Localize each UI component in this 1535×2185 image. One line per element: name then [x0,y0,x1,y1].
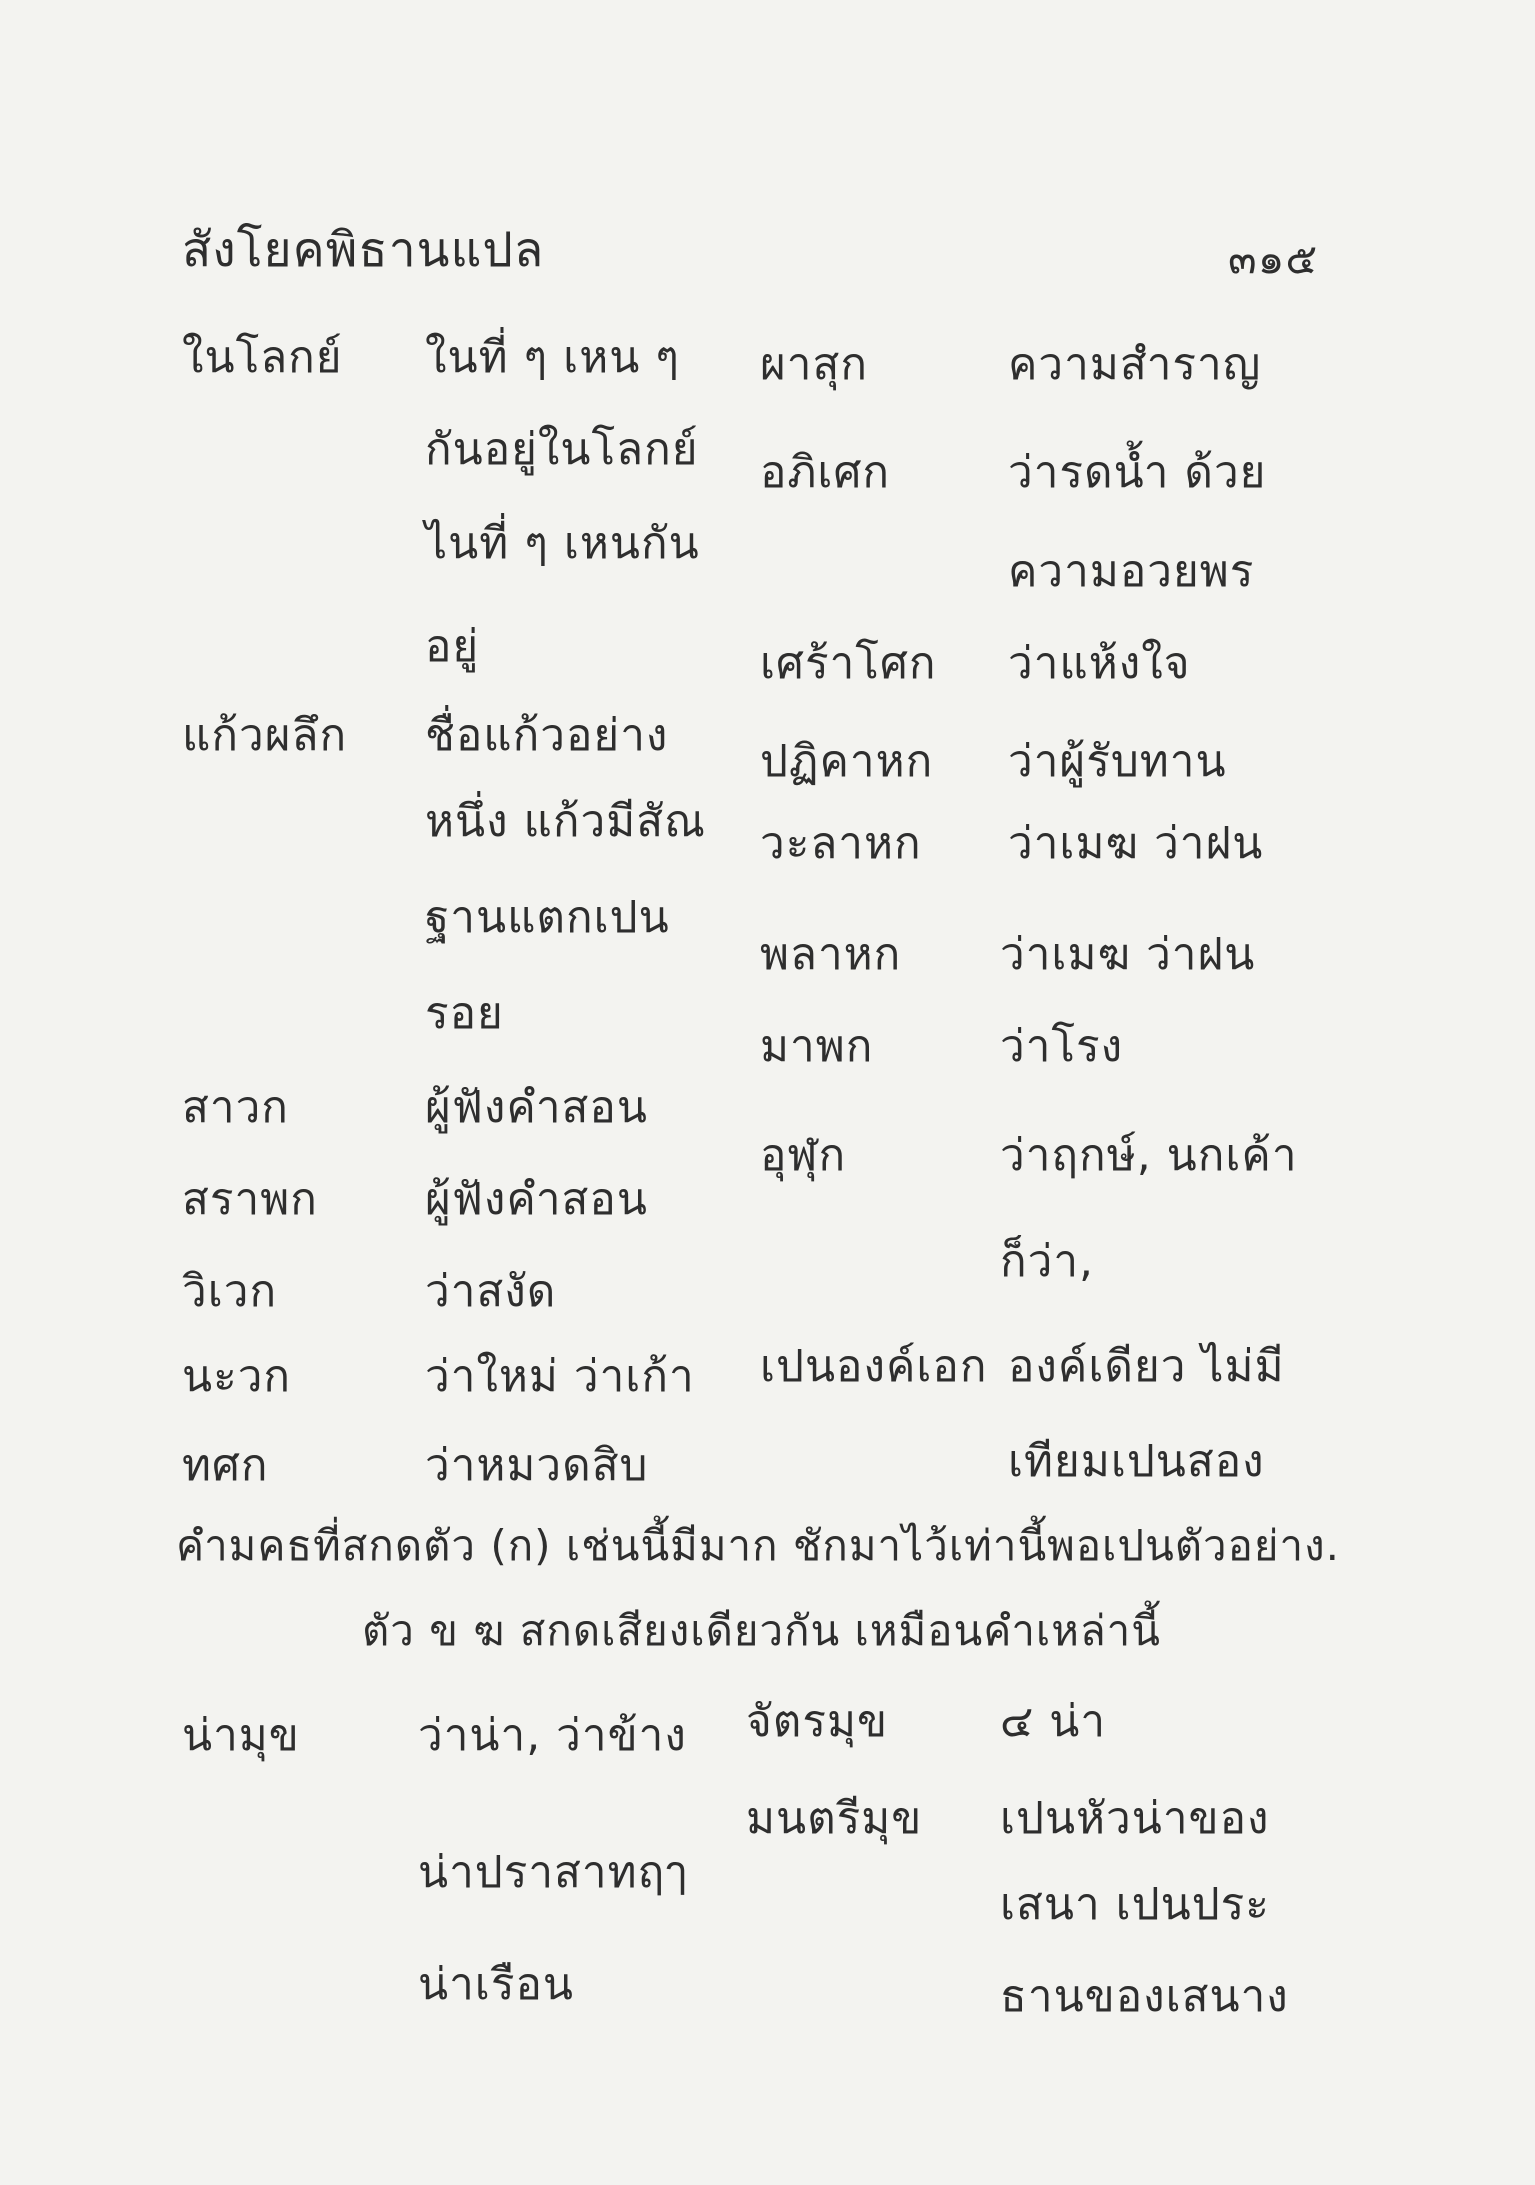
definition-line: เปนหัวน่าของ [1000,1793,1270,1844]
k-final-note: คำมคธที่สกดตัว (ก) เช่นนี้มีมาก ชักมาไว้เท่านี้พอเปนตัวอย่าง. [176,1521,1340,1570]
definition-line: ผู้ฟังคำสอน [425,1174,648,1225]
definition-line: ว่าหมวดสิบ [425,1440,649,1491]
term-wiwek: วิเวก [182,1266,278,1317]
definition-line: ว่าผู้รับทาน [1008,736,1227,787]
definition-line: ว่าโรง [1000,1021,1124,1072]
term-namuk: น่ามุข [182,1710,300,1761]
kh-final-heading: ตัว ข ฆ สกดเสียงเดียวกัน เหมือนคำเหล่านี้ [362,1606,1161,1655]
definition-line: อยู่ [425,621,480,672]
page-number: ๓๑๕ [1228,234,1319,283]
definition-line: ว่ารดน้ำ ด้วย [1008,447,1267,498]
definition-line: ว่าใหม่ ว่าเก้า [425,1351,695,1402]
definition-line: องค์เดียว ไม่มี [1008,1341,1285,1392]
definition-line: ผู้ฟังคำสอน [425,1082,648,1133]
term-nailok: ในโลกย์ [182,332,343,383]
definition-line: ว่าสงัด [425,1266,557,1317]
definition-line: ชื่อแก้วอย่าง [425,710,669,761]
definition-line: ๔ น่า [1000,1696,1107,1747]
term-uluk: อุฬุก [760,1130,847,1181]
definition-line: ฐานแตกเปน [425,892,670,943]
definition-line: ว่าฤกษ์, นกเค้า [1000,1130,1298,1181]
definition-line: ว่าเมฆ ว่าฝน [1008,818,1264,869]
definition-line: เสนา เปนประ [1000,1879,1270,1930]
definition-line: ความสำราญ [1008,339,1262,390]
definition-line: ว่าแห้งใจ [1008,638,1191,689]
term-chatramuk: จัตรมุข [746,1696,889,1747]
term-montrimuk: มนตรีมุข [746,1793,923,1844]
term-aphisek: อภิเศก [760,447,891,498]
term-phalahok: พลาหก [760,929,902,980]
definition-line: ความอวยพร [1008,546,1255,597]
definition-line: ในที่ ๆ เหน ๆ [425,332,680,383]
term-nawok: นะวก [182,1351,292,1402]
definition-line: กันอยู่ในโลกย์ [425,424,699,475]
term-pen-ongek: เปนองค์เอก [760,1341,988,1392]
term-saosok: เศร้าโศก [760,638,937,689]
definition-line: เทียมเปนสอง [1008,1436,1265,1487]
term-kaeophaluek: แก้วผลึก [182,710,348,761]
definition-line: น่าปราสาทฤๅ [418,1847,688,1898]
term-phasuk: ผาสุก [760,339,868,390]
term-sawok: สาวก [182,1082,289,1133]
term-maphok: มาพก [760,1021,874,1072]
definition-line: ไนที่ ๆ เหนกัน [425,518,700,569]
term-sarapok: สราพก [182,1174,318,1225]
definition-line: ก็ว่า, [1000,1236,1095,1287]
definition-line: ธานของเสนาง [1000,1971,1289,2022]
definition-line: หนึ่ง แก้วมีสัณ [425,796,706,847]
definition-line: ว่าน่า, ว่าข้าง [418,1710,687,1761]
term-patikhahok: ปฏิคาหก [760,736,934,787]
definition-line: น่าเรือน [418,1959,574,2010]
term-thosok: ทศก [182,1440,269,1491]
running-title: สังโยคพิธานแปล [182,222,545,278]
term-walahok: วะลาหก [760,818,922,869]
definition-line: รอย [425,988,504,1039]
definition-line: ว่าเมฆ ว่าฝน [1000,929,1256,980]
